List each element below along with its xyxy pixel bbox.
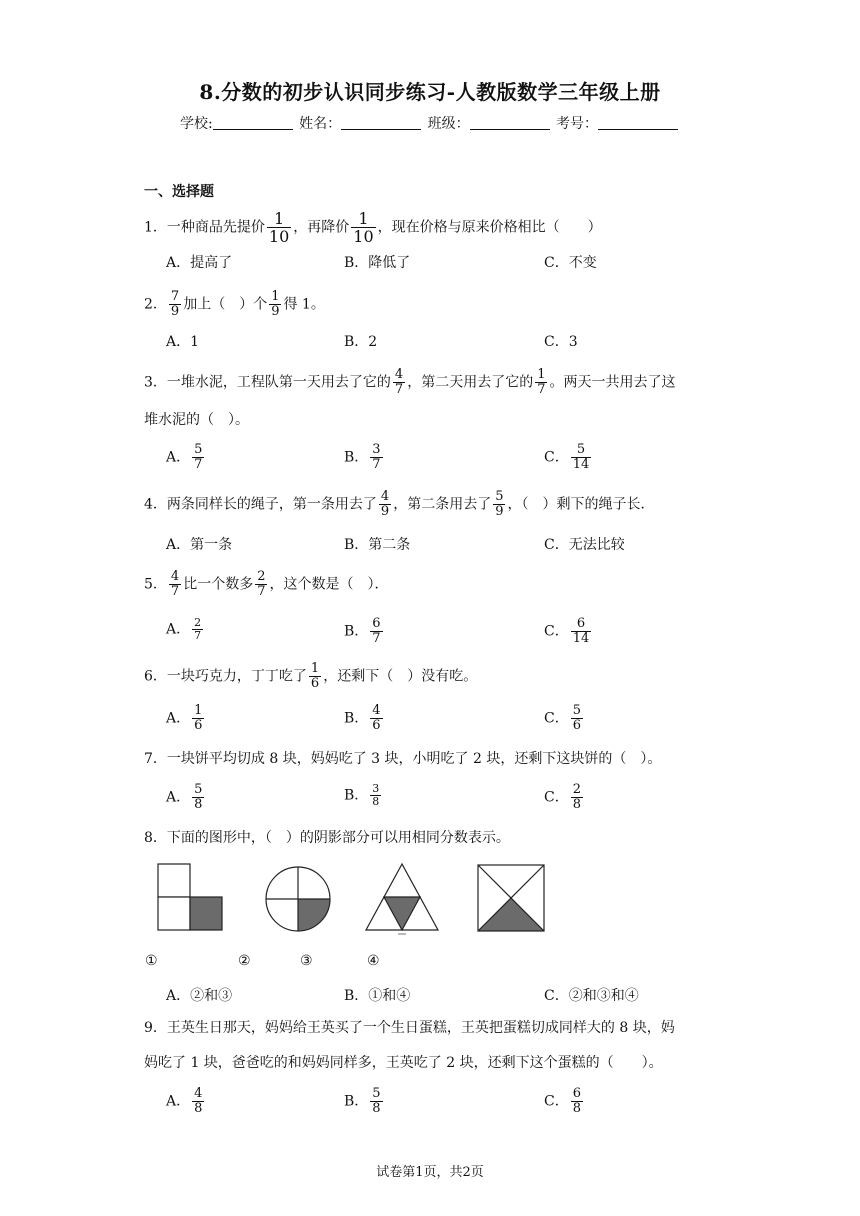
question-text: 。两天一共用去了这 <box>549 374 676 391</box>
option-c[interactable]: C． $\frac{5}{6}$ <box>544 703 581 733</box>
fraction: $\frac{3}{7}$ <box>372 442 381 472</box>
option-c[interactable]: C． $\frac{6}{14}$ <box>544 616 590 646</box>
option-b[interactable]: B． $\frac{4}{6}$ <box>344 703 381 733</box>
option-b[interactable]: B．2 <box>344 334 378 350</box>
question-text: 一块巧克力，丁丁吃了 <box>166 668 307 685</box>
option-a[interactable]: A． $\frac{4}{8}$ <box>166 1086 203 1116</box>
name-blank[interactable] <box>341 115 421 130</box>
figure-2-circle <box>263 864 333 934</box>
fraction: $\frac{1}{6}$ <box>194 703 203 733</box>
square-top <box>158 864 190 897</box>
question-text: ，这个数是（ ）． <box>269 576 389 593</box>
class-label: 班级： <box>427 116 470 132</box>
figure-1-squares <box>156 862 226 934</box>
question-3 <box>144 368 724 397</box>
question-3-line-2: 堆水泥的（ ）。 <box>144 412 249 428</box>
figure-label-1: ① <box>145 953 158 969</box>
option-b[interactable]: B． $\frac{5}{8}$ <box>344 1086 381 1116</box>
question-text: 加上（ ）个 <box>183 296 268 313</box>
fraction: $\frac{4}{6}$ <box>372 703 381 733</box>
option-b[interactable]: B． $\frac{3}{7}$ <box>344 442 381 472</box>
question-number: 4． <box>144 496 167 513</box>
figure-label-2: ② <box>238 953 251 969</box>
option-b[interactable]: B．降低了 <box>344 255 411 271</box>
option-c[interactable]: C．不变 <box>544 255 597 271</box>
fraction: $\frac{1}{9}$ <box>271 289 280 319</box>
school-label: 学校: <box>179 116 213 132</box>
question-7 <box>144 749 724 769</box>
option-a[interactable]: A．②和③ <box>166 988 233 1004</box>
question-number: 5． <box>144 576 167 593</box>
fraction: $\frac{5}{14}$ <box>572 442 590 472</box>
fraction: $\frac{1}{7}$ <box>537 367 546 397</box>
fraction: $\frac{1}{6}$ <box>310 661 320 691</box>
question-number: 6． <box>144 668 167 685</box>
question-number: 8． <box>144 830 167 846</box>
question-number: 1． <box>144 219 167 236</box>
option-c[interactable]: C． $\frac{2}{8}$ <box>544 782 581 812</box>
option-c[interactable]: C． $\frac{6}{8}$ <box>544 1086 581 1116</box>
option-a[interactable]: A． $\frac{5}{8}$ <box>166 782 203 812</box>
fraction: $\frac{4}{7}$ <box>170 569 180 599</box>
option-b[interactable]: B． $\frac{6}{7}$ <box>344 616 381 646</box>
school-blank[interactable] <box>213 115 293 130</box>
question-5 <box>144 570 724 599</box>
page-title: 8.分数的初步认识同步练习-人教版数学三年级上册 <box>199 80 661 104</box>
question-number: 3． <box>144 374 167 391</box>
question-4 <box>144 490 724 519</box>
question-text: 得 1。 <box>283 296 325 313</box>
question-number: 7． <box>144 751 167 767</box>
question-text: ，第二天用去了它的 <box>407 374 534 391</box>
figure-label-3: ③ <box>300 953 313 969</box>
question-text: ，再降价 <box>293 219 350 236</box>
figure-label-4: ④ <box>367 953 380 969</box>
question-9 <box>144 1018 724 1038</box>
option-c[interactable]: C．②和③和④ <box>544 988 639 1004</box>
fraction: $\frac{6}{8}$ <box>572 1086 581 1116</box>
fraction: $\frac{1}{10}$ <box>353 209 374 246</box>
question-text: 一种商品先提价 <box>166 219 265 236</box>
figure-3-triangle <box>364 862 440 936</box>
question-text: ，（ ）剩下的绳子长． <box>507 496 655 513</box>
fraction: $\frac{5}{8}$ <box>372 1086 381 1116</box>
fraction: $\frac{4}{9}$ <box>380 489 390 519</box>
fraction: $\frac{4}{8}$ <box>194 1086 203 1116</box>
question-2 <box>144 290 724 319</box>
option-a[interactable]: A．第一条 <box>166 537 233 553</box>
question-1 <box>144 210 724 245</box>
option-a[interactable]: A． $\frac{2}{7}$ <box>166 616 202 642</box>
question-number: 2． <box>144 296 167 313</box>
exam-no-label: 考号： <box>556 116 599 132</box>
name-label: 姓名： <box>299 116 342 132</box>
question-9-line-2: 妈吃了 1 块，爸爸吃的和妈妈同样多，王英吃了 2 块，还剩下这个蛋糕的（ ）。 <box>144 1055 663 1071</box>
option-b[interactable]: B． $\frac{3}{8}$ <box>344 782 380 808</box>
question-6 <box>144 662 724 691</box>
option-c[interactable]: C．3 <box>544 334 578 350</box>
fraction: $\frac{1}{10}$ <box>268 209 290 246</box>
question-text: 一块饼平均切成 8 块，妈妈吃了 3 块，小明吃了 2 块，还剩下这块饼的（ ）。 <box>166 751 662 767</box>
question-text: ，现在价格与原来价格相比（ ） <box>377 219 602 236</box>
fraction: $\frac{4}{7}$ <box>394 367 404 397</box>
student-info-line <box>0 113 860 133</box>
question-text: 比一个数多 <box>183 576 254 593</box>
question-text: 一堆水泥，工程队第一天用去了它的 <box>166 374 391 391</box>
question-text: ，第二条用去了 <box>393 496 492 513</box>
fraction: $\frac{3}{8}$ <box>372 782 380 808</box>
fraction: $\frac{5}{6}$ <box>572 703 581 733</box>
question-text: ，还剩下（ ）没有吃。 <box>323 668 478 685</box>
fraction: $\frac{7}{9}$ <box>170 289 180 319</box>
square-shaded <box>190 897 222 930</box>
option-a[interactable]: A． $\frac{5}{7}$ <box>166 442 203 472</box>
figure-4-square <box>476 863 546 933</box>
fraction: $\frac{6}{14}$ <box>572 616 590 646</box>
fraction: $\frac{2}{7}$ <box>194 616 202 642</box>
fraction: $\frac{5}{7}$ <box>194 442 203 472</box>
exam-no-blank[interactable] <box>598 115 678 130</box>
option-b[interactable]: B．第二条 <box>344 537 411 553</box>
question-text: 两条同样长的绳子，第一条用去了 <box>166 496 377 513</box>
option-a[interactable]: A． $\frac{1}{6}$ <box>166 703 203 733</box>
option-b[interactable]: B．①和④ <box>344 988 411 1004</box>
fraction: $\frac{6}{7}$ <box>372 616 381 646</box>
fraction: $\frac{2}{8}$ <box>572 782 581 812</box>
option-c[interactable]: C．无法比较 <box>544 537 625 553</box>
fraction: $\frac{2}{7}$ <box>257 569 266 599</box>
class-blank[interactable] <box>470 115 550 130</box>
question-text: 王英生日那天，妈妈给王英买了一个生日蛋糕，王英把蛋糕切成同样大的 8 块，妈 <box>166 1020 675 1036</box>
question-8 <box>144 828 724 848</box>
fraction: $\frac{5}{8}$ <box>194 782 203 812</box>
fraction: $\frac{5}{9}$ <box>495 489 504 519</box>
option-a[interactable]: A．提高了 <box>166 255 233 271</box>
square-bottom-left <box>158 897 190 930</box>
section-title: 一、选择题 <box>144 184 214 200</box>
option-a[interactable]: A．1 <box>166 334 200 350</box>
question-text: 下面的图形中，（ ）的阴影部分可以用相同分数表示。 <box>166 830 510 846</box>
page-footer: 试卷第1页，共2页 <box>376 1165 484 1180</box>
question-number: 9． <box>144 1020 167 1036</box>
square-shaded-quarter <box>478 898 544 931</box>
option-c[interactable]: C． $\frac{5}{14}$ <box>544 442 590 472</box>
